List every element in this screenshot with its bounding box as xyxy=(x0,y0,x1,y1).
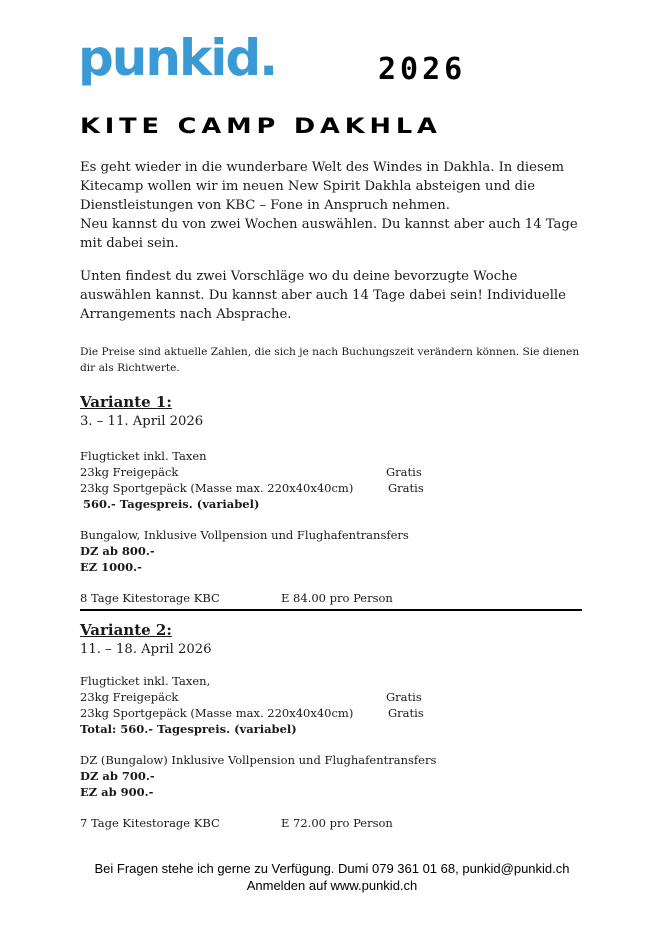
variant1-luggage-price: Gratis xyxy=(386,465,422,479)
variant1-dates: 3. – 11. April 2026 xyxy=(80,414,204,429)
variant1-storage-price: E 84.00 pro Person xyxy=(281,591,393,605)
variant1-total: 560.- Tagespreis. (variabel) xyxy=(83,497,260,511)
variant2-storage-price: E 72.00 pro Person xyxy=(281,816,393,830)
divider xyxy=(80,609,582,611)
variant1-flight: Flugticket inkl. Taxen xyxy=(80,449,207,463)
variant2-ez: EZ ab 900.- xyxy=(80,785,154,799)
page-title: KITE CAMP DAKHLA xyxy=(80,114,442,138)
intro-paragraph-1: Es geht wieder in die wunderbare Welt des Windes in Dakhla. In diesem Kitecamp wollen wir im neuen New Spirit Dakhla absteigen und die Dienstleistungen von KBC – Fone in Anspruch nehmen. xyxy=(80,160,565,213)
variant2-sport-luggage: 23kg Sportgepäck (Masse max. 220x40x40cm) xyxy=(80,706,354,720)
intro-paragraph-2: Unten findest du zwei Vorschläge wo du deine bevorzugte Woche auswählen kannst. Du kannst aber auch 14 Tage dabei sein! Individuelle Arrangements nach Absprache. xyxy=(80,269,566,322)
variant2-dz: DZ ab 700.- xyxy=(80,769,155,783)
variant1-sport-price: Gratis xyxy=(388,481,424,495)
intro-paragraph-1b: Neu kannst du von zwei Wochen auswählen. Du kannst aber auch 14 Tage mit dabei sein. xyxy=(80,217,578,251)
variant1-storage: 8 Tage Kitestorage KBC xyxy=(80,591,220,605)
footer-contact: Bei Fragen stehe ich gerne zu Verfügung. Dumi 079 361 01 68, punkid@punkid.ch xyxy=(94,861,570,876)
variant1-heading: Variante 1: xyxy=(80,393,172,411)
variant2-total: Total: 560.- Tagespreis. (variabel) xyxy=(80,722,297,736)
variant1-accommodation: Bungalow, Inklusive Vollpension und Flughafentransfers xyxy=(80,528,409,542)
footer xyxy=(0,860,664,894)
price-note: Die Preise sind aktuelle Zahlen, die sich je nach Buchungszeit verändern können. Sie dienen dir als Richtwerte. xyxy=(80,346,580,374)
variant2-luggage: 23kg Freigepäck xyxy=(80,690,179,704)
variant2-accommodation: DZ (Bungalow) Inklusive Vollpension und Flughafentransfers xyxy=(80,753,437,767)
logo-dot: . xyxy=(259,29,277,87)
variant2-luggage-price: Gratis xyxy=(386,690,422,704)
variant1-dz: DZ ab 800.- xyxy=(80,544,155,558)
variant2-storage: 7 Tage Kitestorage KBC xyxy=(80,816,220,830)
variant1-luggage: 23kg Freigepäck xyxy=(80,465,179,479)
variant1-ez: EZ 1000.- xyxy=(80,560,142,574)
variant1-sport-luggage: 23kg Sportgepäck (Masse max. 220x40x40cm) xyxy=(80,481,354,495)
punkid-logo xyxy=(78,28,276,88)
variant2-heading: Variante 2: xyxy=(80,621,172,639)
year-heading: 2026 xyxy=(378,52,467,87)
footer-signup: Anmelden auf www.punkid.ch xyxy=(246,878,418,893)
logo-text: punkid xyxy=(78,29,260,87)
variant2-flight: Flugticket inkl. Taxen, xyxy=(80,674,211,688)
variant2-sport-price: Gratis xyxy=(388,706,424,720)
variant2-dates: 11. – 18. April 2026 xyxy=(80,642,212,657)
